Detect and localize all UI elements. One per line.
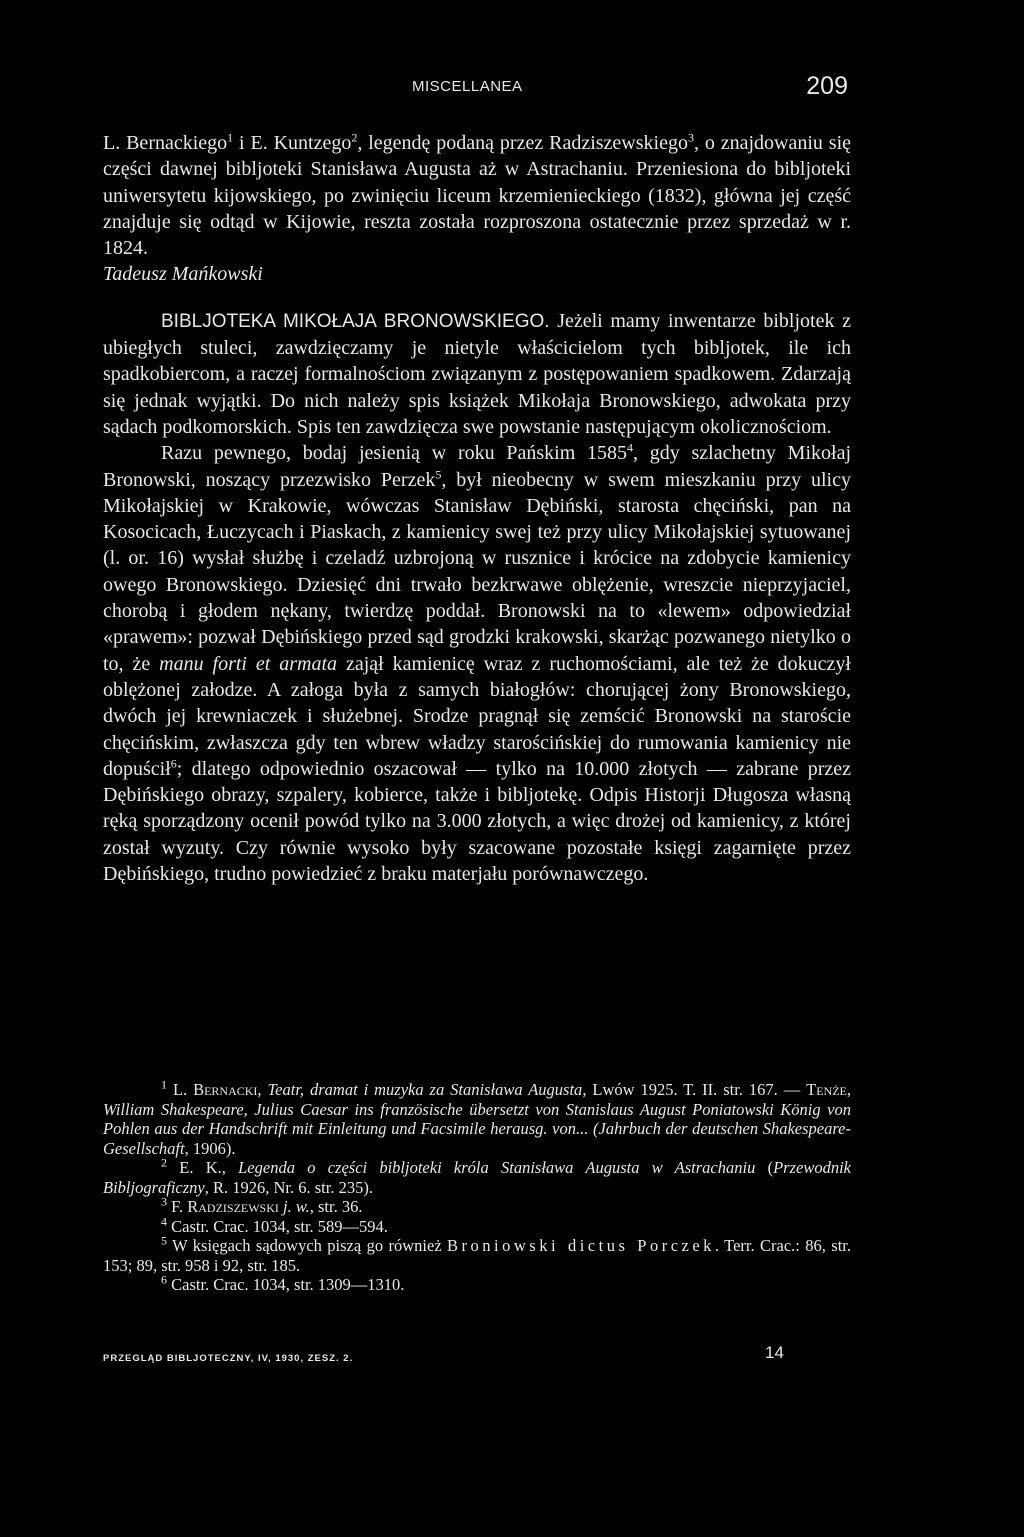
text-run: i E. Kuntzego — [233, 132, 352, 154]
text-run: L. Bernackiego — [103, 132, 228, 154]
footnote-author: F. Radziszewski — [167, 1197, 279, 1216]
paragraph-2 — [103, 308, 851, 440]
footnote-3 — [103, 1194, 851, 1217]
footnote-mark: 2 — [161, 1155, 167, 1170]
text-run: ( — [755, 1158, 774, 1177]
footnote-4 — [103, 1214, 851, 1237]
footnote-2 — [103, 1155, 851, 1197]
text-run: , 1906). — [184, 1138, 236, 1158]
footnote-ref-6: 6 — [170, 756, 177, 771]
page-header — [0, 72, 1024, 108]
footnote-ref-2: 2 — [351, 130, 358, 145]
footnote-5 — [103, 1233, 852, 1275]
text-run: . Terr. Crac.: 86, str. 153; 89, str. 958 i 92, str. 185. — [103, 1236, 852, 1275]
text-run: , gdy szlachetny Mikołaj Bronowski, noszący przezwisko Perzek — [103, 442, 852, 491]
section-title: BIBLJOTEKA MIKOŁAJA BRONOWSKIEGO. — [161, 310, 550, 332]
text-run: , R. 1926, Nr. 6. str. 235). — [204, 1177, 373, 1197]
text-run: zajął kamienicę wraz z ruchomościami, ale też że dokuczył oblężonej załodze. A załoga była z samych białogłów: chorującej żony Bronowskiego, dwóch jej krewniaczek i służebnej. Srodze pragnął się zemścić Bronowski na staroście chęcińskim, zwłaszcza gdy ten wbrew władzy starościńskiej do rumowania kamienicy nie dopuścił — [103, 652, 851, 780]
page-number: 209 — [806, 72, 848, 100]
paragraph-3 — [103, 440, 851, 887]
text-run: , o znajdowaniu się części dawnej bibljoteki Stanisława Augusta aż w Astrachaniu. Przeniesiona do bibljoteki uniwersytetu kijowskiego, po zwinięciu liceum krzemienieckiego (1832), główna jej część znajduje się odtąd w Kijowie, reszta została rozproszona ostatecznie przez sprzedaż w r. 1824. — [103, 132, 851, 260]
text-run: Castr. Crac. 1034, str. 589—594. — [167, 1216, 388, 1236]
author-signature: Tadeusz Mańkowski — [103, 263, 263, 286]
latin-phrase: manu forti et armata — [159, 652, 338, 675]
footnote-title: Teatr, dramat i muzyka za Stanisława Augusta — [267, 1080, 583, 1099]
footnote-ref-1: 1 — [227, 130, 234, 145]
text-run: , — [257, 1080, 268, 1099]
footnote-abbrev: j. w. — [283, 1197, 310, 1216]
text-run: , Lwów 1925. T. II. str. 167. — — [582, 1080, 807, 1099]
footnote-title: William Shakespeare, Julius Caesar ins französische übersetzt von Stanislaus August Poniatowski König von Pohlen aus der Handschrift mit Einleitung und Facsimile herausg. von... (Jahrbuch der deutschen Shakespeare-Gesellschaft — [103, 1099, 851, 1158]
running-title: MISCELLANEA — [412, 78, 523, 95]
footnote-mark: 6 — [161, 1272, 167, 1287]
text-run: , był nieobecny w swem mieszkaniu przy ulicy Mikołajskiej w Krakowie, wówczas Stanisław Dębiński, starosta chęciński, pan na Kosocicach, Łuczycach i Piaskach, z kamienicy swej też przy ulicy Mikołajskiej sytuowanej (l. or. 16) wysłał służbę i czeladź uzbrojoną w rusznice i krócice na zdobycie kamienicy owego Bronowskiego. Dziesięć dni trwało bezkrwawe oblężenie, wreszcie nieprzyjaciel, chorobą i głodem nękany, twierdzę poddał. Bronowski na to «lewem» odpowiedział «prawem»: pozwał Dębińskiego przed sąd grodzki krakowski, skarżąc pozwanego nietylko o to, że — [103, 468, 851, 675]
footnote-1 — [103, 1077, 852, 1158]
journal-citation: PRZEGLĄD BIBLJOTECZNY, IV, 1930, ZESZ. 2. — [103, 1353, 354, 1364]
spaced-name: Broniowski dictus Porczek — [447, 1236, 715, 1255]
footnote-ref-5: 5 — [435, 466, 442, 481]
footnote-author: L. Bernacki — [167, 1080, 258, 1099]
text-run: Jeżeli mamy inwentarze bibljotek z ubiegłych stuleci, zawdzięczamy je nietyle właścicielom tych bibljotek, ile ich spadkobiercom, a raczej formalnościom związanym z postępowaniem spadkowem. Zdarzają się jednak wyjątki. Do nich należy spis książek Mikołaja Bronowskiego, adwokata przy sądach podkomorskich. Spis ten zawdzięcza swe powstanie następującym okolicznościom. — [103, 309, 851, 438]
footnote-journal: Przewodnik Bibljograficzny — [103, 1158, 851, 1197]
footnote-mark: 4 — [161, 1214, 167, 1228]
text-run: ; dlatego odpowiednio oszacował — tylko na 10.000 złotych — zabrane przez Dębińskiego obrazy, szpalery, kobierce, także i bibljotekę. Odpis Historji Długosza własną ręką sporządzony ocenił powód tylko na 3.000 złotych, a więc drożej od kamienicy, z której został wyzuty. Czy równie wysoko były szacowane pozostałe księgi zagarnięte przez Dębińskiego, trudno powiedzieć z braku materjału porównawczego. — [103, 757, 851, 886]
footnote-author: Tenże — [806, 1080, 847, 1099]
text-run: E. K., — [167, 1158, 239, 1177]
text-run: W księgach sądowych piszą go również — [167, 1236, 448, 1255]
footnote-title: Legenda o części bibljoteki króla Stanisława Augusta w Astrachaniu — [238, 1158, 756, 1177]
footnote-mark: 1 — [161, 1077, 167, 1092]
footnotes — [103, 1077, 852, 1295]
text-run: Castr. Crac. 1034, str. 1309—1310. — [167, 1275, 405, 1294]
paragraph-1 — [103, 130, 851, 261]
footnote-mark: 3 — [161, 1194, 167, 1209]
footnote-mark: 5 — [161, 1233, 167, 1248]
text-run: , str. 36. — [309, 1197, 363, 1216]
footnote-ref-4: 4 — [627, 440, 634, 455]
footnote-ref-3: 3 — [687, 130, 694, 145]
text-run: Razu pewnego, bodaj jesienią w roku Pańskim 1585 — [161, 442, 628, 465]
footnote-6 — [103, 1272, 851, 1295]
text-run: , — [846, 1080, 852, 1099]
text-run: , legendę podaną przez Radziszewskiego — [357, 132, 688, 154]
main-text — [103, 130, 851, 887]
sheet-number: 14 — [765, 1343, 784, 1362]
